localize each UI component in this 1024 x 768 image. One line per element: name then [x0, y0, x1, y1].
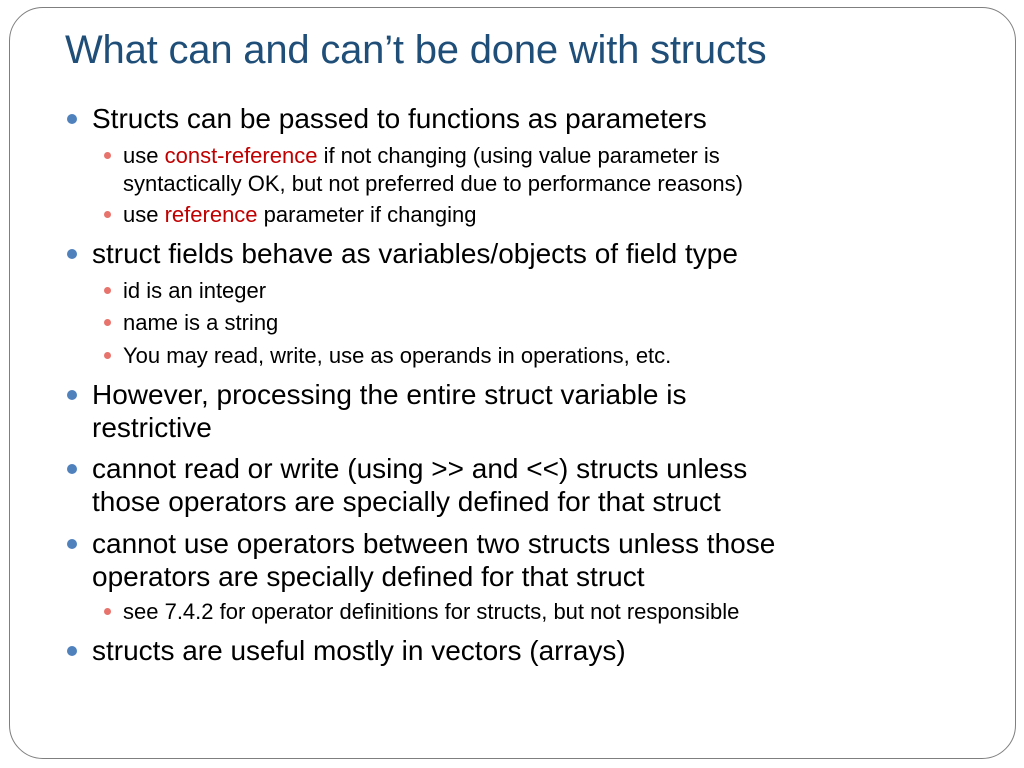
highlight-term: const-reference: [164, 143, 318, 168]
sub-bullet-dot-icon: [104, 287, 111, 294]
bullet-dot-icon: [67, 464, 77, 474]
bullet-item: [92, 102, 707, 136]
slide-title: What can and can’t be done with structs: [65, 28, 767, 72]
bullet-item: [92, 634, 626, 668]
sub-bullet-text-suffix: parameter if changing: [257, 202, 477, 227]
sub-bullet-text: You may read, write, use as operands in operations, etc.: [123, 343, 672, 368]
sub-bullet-text-suffix: if not changing (using value parameter is: [317, 143, 720, 168]
bullet-text: cannot use operators between two structs unless those: [92, 528, 776, 559]
sub-bullet-dot-icon: [104, 352, 111, 359]
bullet-item: [92, 452, 747, 486]
sub-bullet-dot-icon: [104, 152, 111, 159]
bullet-continuation: [92, 411, 212, 445]
bullet-continuation: [92, 485, 721, 519]
sub-bullet-item: [123, 341, 671, 371]
sub-bullet-dot-icon: [104, 211, 111, 218]
bullet-text: struct fields behave as variables/objects of field type: [92, 238, 738, 269]
sub-bullet-text: syntactically OK, but not preferred due to performance reasons): [123, 171, 743, 196]
bullet-dot-icon: [67, 249, 77, 259]
sub-bullet-dot-icon: [104, 608, 111, 615]
bullet-text: However, processing the entire struct variable is: [92, 379, 687, 410]
sub-bullet-item: [123, 276, 266, 306]
sub-bullet-item: [123, 200, 476, 230]
bullet-dot-icon: [67, 646, 77, 656]
bullet-item: [92, 378, 687, 412]
sub-bullet-item: [123, 308, 278, 338]
bullet-text: cannot read or write (using >> and <<) structs unless: [92, 453, 748, 484]
bullet-text: structs are useful mostly in vectors (arrays): [92, 635, 626, 666]
bullet-text: restrictive: [92, 412, 212, 443]
bullet-text: operators are specially defined for that struct: [92, 561, 645, 592]
sub-bullet-text-prefix: use: [123, 143, 165, 168]
sub-bullet-text-prefix: use: [123, 202, 165, 227]
bullet-item: [92, 237, 738, 271]
sub-bullet-item: [123, 141, 720, 171]
sub-bullet-text: name is a string: [123, 310, 279, 335]
sub-bullet-text: see 7.4.2 for operator definitions for structs, but not responsible: [123, 599, 740, 624]
sub-bullet-dot-icon: [104, 319, 111, 326]
bullet-dot-icon: [67, 114, 77, 124]
sub-bullet-text: id is an integer: [123, 278, 267, 303]
highlight-term: reference: [164, 202, 258, 227]
bullet-dot-icon: [67, 390, 77, 400]
bullet-dot-icon: [67, 539, 77, 549]
bullet-continuation: [92, 560, 645, 594]
bullet-text: Structs can be passed to functions as parameters: [92, 103, 707, 134]
sub-bullet-continuation: [123, 169, 743, 199]
bullet-text: those operators are specially defined for that struct: [92, 486, 721, 517]
sub-bullet-item: [123, 597, 739, 627]
bullet-item: [92, 527, 775, 561]
